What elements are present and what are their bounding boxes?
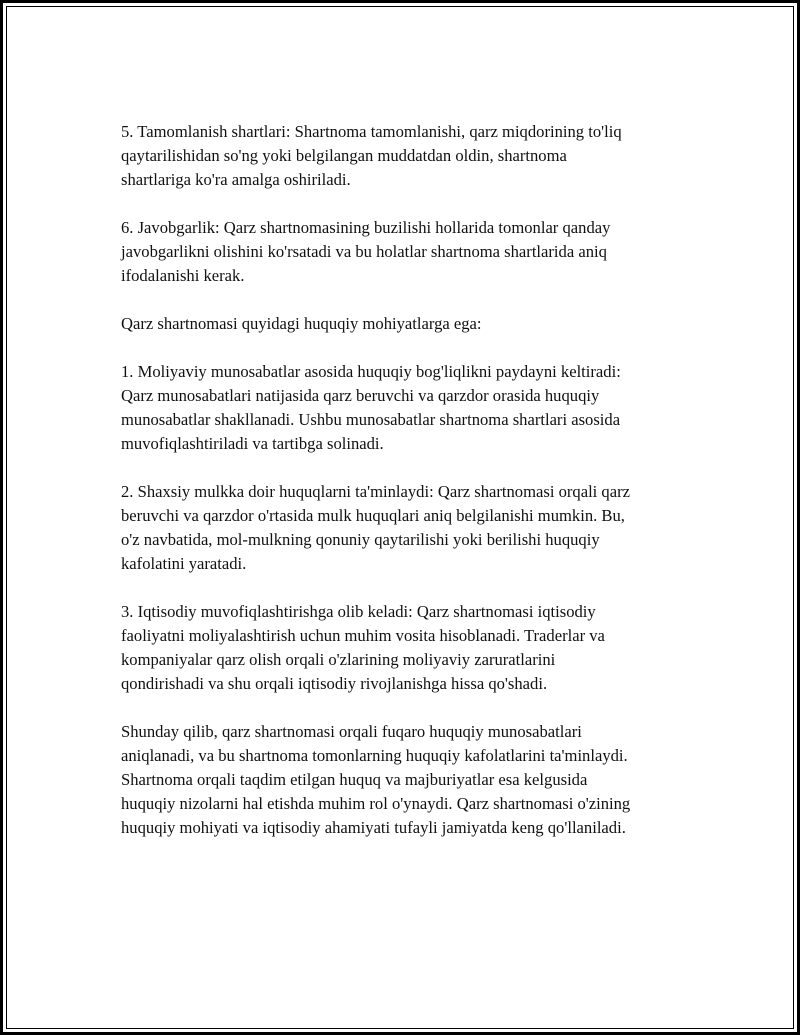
paragraph-conclusion: Shunday qilib, qarz shartnomasi orqali fuqaro huquqiy munosabatlari aniqlanadi, va bu shartnoma tomonlarning huquqiy kafolatlarini ta'minlaydi. Shartnoma orqali taqdim etilgan huquq va majburiyatlar esa kelgusida huquqiy nizolarni hal etishda muhim rol o'ynaydi. Qarz shartnomasi o'zining huquqiy mohiyati va iqtisodiy ahamiyati tufayli jamiyatda keng qo'llaniladi. [121, 722, 631, 837]
paragraph-legal-essence-intro: Qarz shartnomasi quyidagi huquqiy mohiyatlarga ega: [121, 314, 482, 333]
paragraph-property-rights: 2. Shaxsiy mulkka doir huquqlarni ta'minlaydi: Qarz shartnomasi orqali qarz beruvchi va qarzdor o'rtasida mulk huquqlari aniq belgilanishi mumkin. Bu, o'z navbatida, mol-mulkning qonuniy qaytarilishi yoki berilishi huquqiy kafolatini yaratadi. [121, 482, 630, 573]
document-body [121, 120, 701, 864]
paragraph-economic-coordination: 3. Iqtisodiy muvofiqlashtirishga olib keladi: Qarz shartnomasi iqtisodiy faoliyatni moliyalashtirish uchun muhim vosita hisoblanadi. Traderlar va kompaniyalar qarz olish orqali o'zlarining moliyaviy zaruratlarini qondirishadi va shu orqali iqtisodiy rivojlanishga hissa qo'shadi. [121, 602, 605, 693]
paragraph-liability: 6. Javobgarlik: Qarz shartnomasining buzilishi hollarida tomonlar qanday javobgarlikni olishini ko'rsatadi va bu holatlar shartnoma shartlarida aniq ifodalanishi kerak. [121, 218, 611, 285]
paragraph-termination-conditions: 5. Tamomlanish shartlari: Shartnoma tamomlanishi, qarz miqdorining to'liq qaytarilishidan so'ng yoki belgilangan muddatdan oldin, shartnoma shartlariga ko'ra amalga oshiriladi. [121, 122, 622, 189]
paragraph-financial-relations: 1. Moliyaviy munosabatlar asosida huquqiy bog'liqlikni paydayni keltiradi: Qarz munosabatlari natijasida qarz beruvchi va qarzdor orasida huquqiy munosabatlar shakllanadi. Ushbu munosabatlar shartnoma shartlari asosida muvofiqlashtiriladi va tartibga solinadi. [121, 362, 621, 453]
